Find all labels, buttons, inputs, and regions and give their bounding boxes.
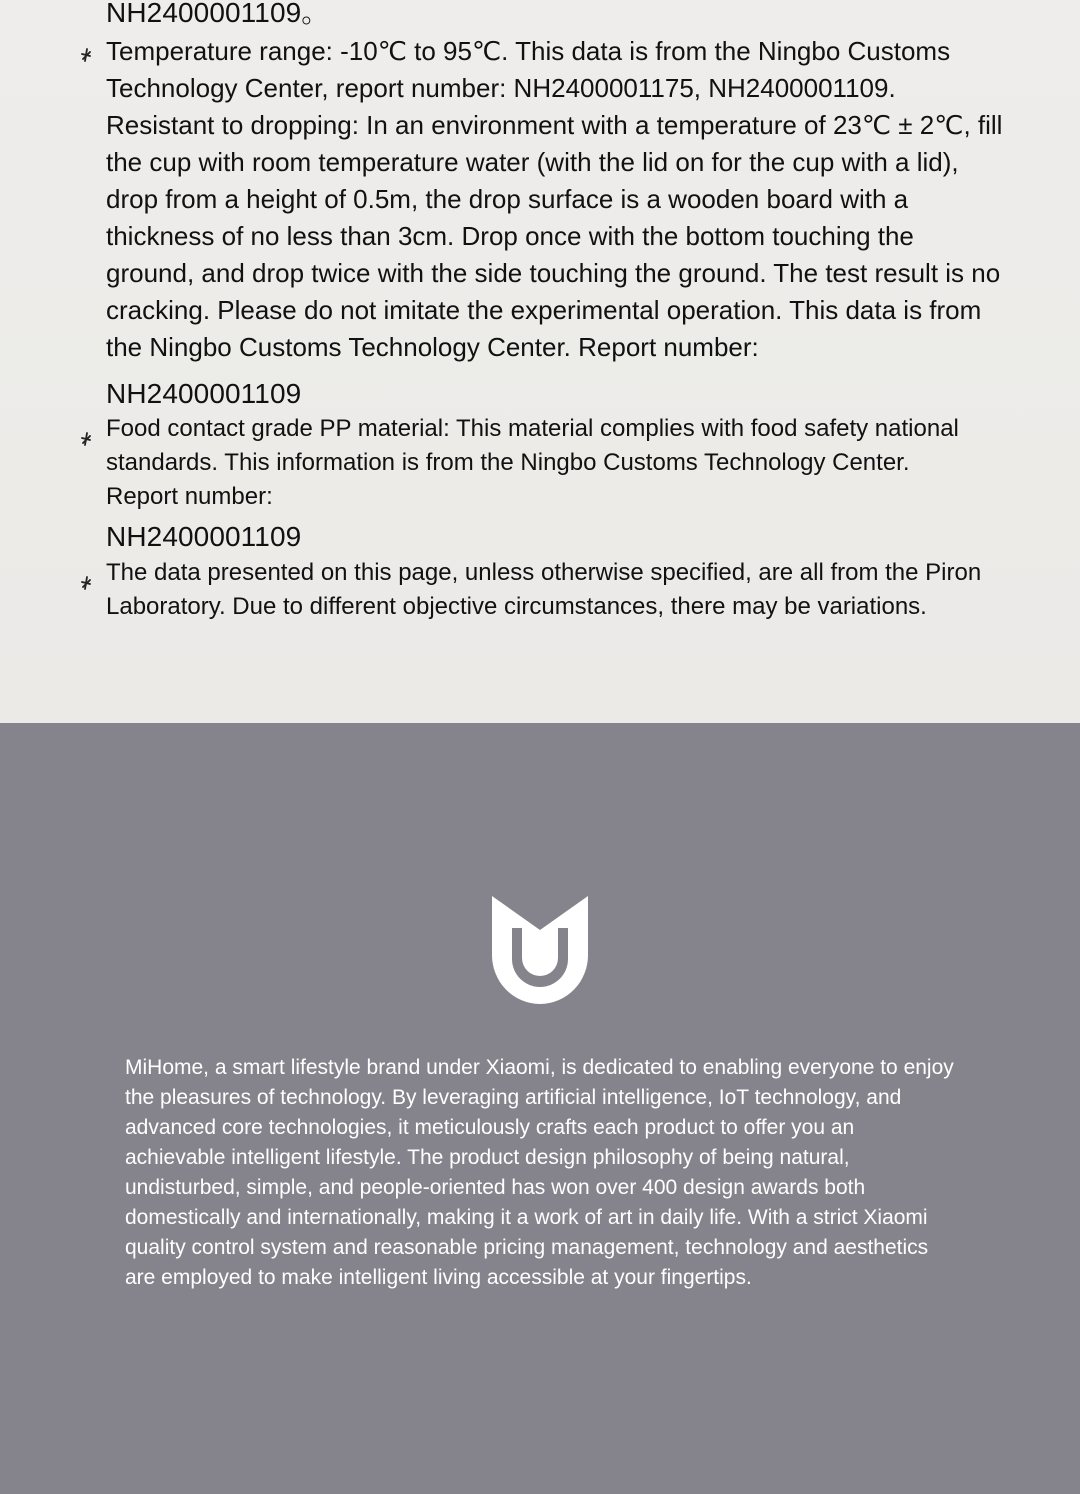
asterisk-bullet-icon (80, 48, 92, 62)
mijia-logo-icon (492, 896, 588, 1005)
note-data-source: The data presented on this page, unless otherwise specified, are all from the Piron Laboratory. Due to different objective circumstances, there may be variations. (106, 559, 982, 620)
asterisk-bullet-icon (80, 576, 92, 590)
note-food-grade-material: Food contact grade PP material: This material complies with food safety national standards. This information is from the Ningbo Customs Technology Center. Report number: (106, 415, 959, 510)
brand-description: MiHome, a smart lifestyle brand under Xiaomi, is dedicated to enabling everyone to enjoy the pleasures of technology. By leveraging artificial intelligence, IoT technology, and advanced core technologies, it meticulously crafts each product to offer you an achievable intelligent lifestyle. The product design philosophy of being natural, undisturbed, simple, and people-oriented has won over 400 design awards both domestically and internationally, making it a work of art in daily life. With a strict Xiaomi quality control system and reasonable pricing management, technology and aesthetics are employed to make intelligent living accessible at your fingertips. (125, 1056, 954, 1289)
report-number: NH2400001109 (106, 378, 302, 409)
footnotes-section (0, 0, 1080, 723)
brand-section (0, 723, 1080, 1494)
note-temperature-drop-test: Temperature range: -10℃ to 95℃. This data is from the Ningbo Customs Technology Center, report number: NH2400001175, NH2400001109. Resistant to dropping: In an environment with a temperature of 23℃ ± 2℃, fill the cup with room temperature water (with the lid on for the cup with a lid), drop from a height of 0.5m, the drop surface is a wooden board with a thickness of no less than 3cm. Drop once with the bottom touching the ground, and drop twice with the side touching the ground. The test result is no cracking. Please do not imitate the experimental operation. This data is from the Ningbo Customs Technology Center. Report number: (106, 36, 1003, 362)
asterisk-bullet-icon (80, 432, 92, 446)
report-number-fragment: NH2400001109。 (106, 0, 330, 28)
report-number: NH2400001109 (106, 521, 302, 552)
